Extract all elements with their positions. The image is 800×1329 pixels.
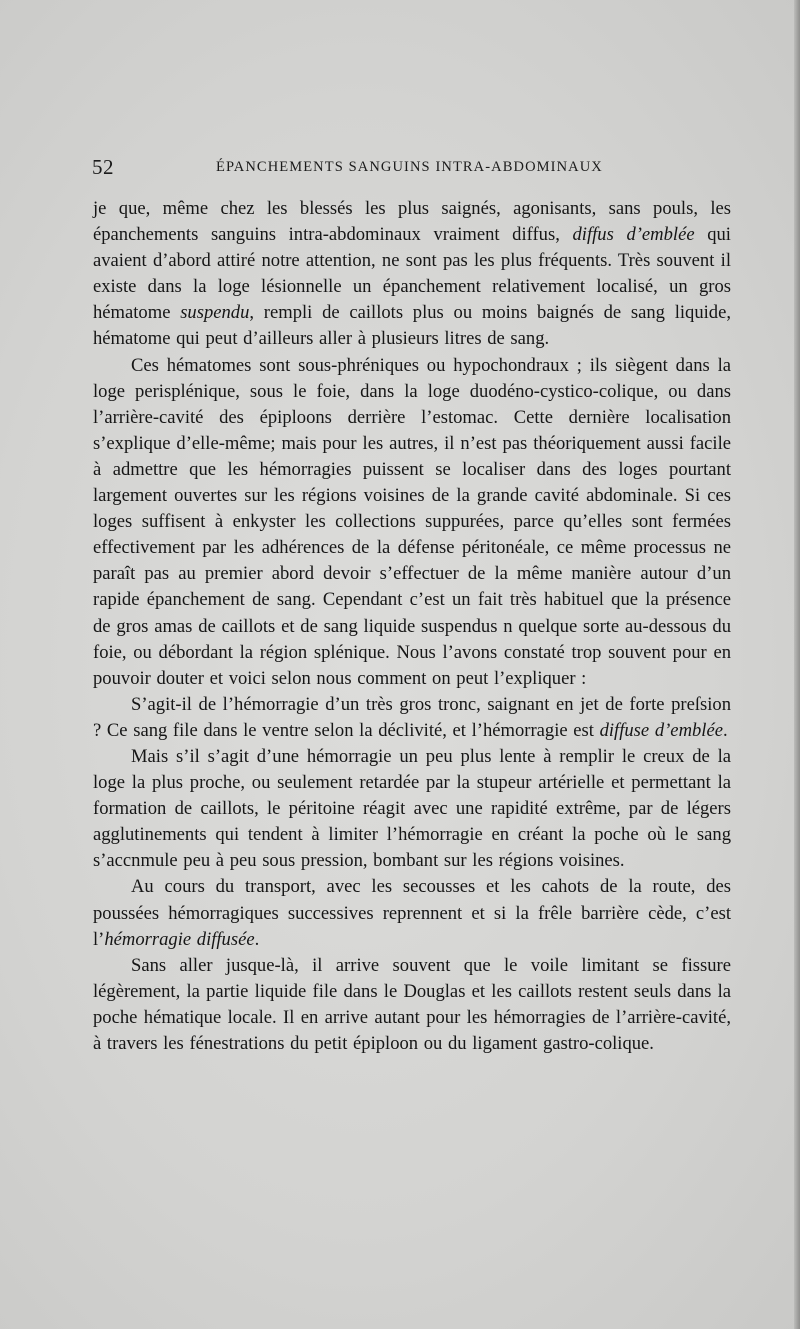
paragraph-5-text-a: Au cours du transport, avec les secousses et les cahots de la route, des poussées hémorragiques successives reprennent et si la frêle barrière cède, c’est l’ — [93, 876, 731, 950]
page-number: 52 — [92, 155, 114, 179]
paragraph-5-italic: hémorragie diffusée — [104, 928, 255, 950]
paragraph-3-italic: diffuse d’emblée — [599, 719, 723, 741]
running-title: ÉPANCHEMENTS SANGUINS INTRA-ABDOMINAUX — [216, 159, 603, 175]
paragraph-5 — [93, 874, 731, 952]
page-edge-shadow — [794, 0, 800, 1329]
paragraph-1-text-b: qui avaient d’abord attiré notre attention, ne sont pas les plus fréquents. Très souvent il existe dans la loge lésionnelle un épanchement relativement localisé, un gros hématome — [93, 224, 731, 324]
paragraph-3 — [93, 692, 731, 744]
paragraph-1-text-c: , rempli de caillots plus ou moins baignés de sang liquide, hématome qui peut d’ailleurs aller à plusieurs litres de sang. — [93, 302, 731, 350]
running-header — [92, 155, 732, 183]
paragraph-3-text-b: . — [722, 719, 728, 741]
paragraph-1-italic-b: suspendu — [180, 302, 250, 324]
paragraph-6: Sans aller jusque-là, il arrive souvent que le voile limitant se fissure légèrement, la partie liquide file dans le Douglas et les caillots restent seuls dans la poche hématique locale. Il en arrive autant pour les hémorragies de l’arrière-cavité, à travers les fénestrations du petit épiploon ou du ligament gastro-colique. — [93, 954, 731, 1054]
paragraph-1 — [93, 196, 731, 353]
paragraph-2: Ces hématomes sont sous-phréniques ou hypochondraux ; ils siègent dans la loge perisplénique, sous le foie, dans la loge duodéno-cystico-colique, ou dans l’arrière-cavité des épiploons derrière l’estomac. Cette dernière localisation s’explique d’elle-même; mais pour les autres, il n’est pas théoriquement aussi facile à admettre que les hémorragies puissent se localiser dans des loges pourtant largement ouvertes sur les régions voisines de la grande cavité abdominale. Si ces loges suffisent à enkyster les collections suppurées, parce qu’elles sont fermées effectivement par les adhérences de la défense péritonéale, ce même processus ne paraît pas au premier abord devoir s’effectuer de la même manière autour d’un rapide épanchement de sang. Cependant c’est un fait très habituel que la présence de gros amas de caillots et de sang liquide suspendus n quelque sorte au-dessous du foie, ou débordant la région splénique. Nous l’avons constaté trop souvent pour en pouvoir douter et voici selon nous comment on peut l’expliquer : — [93, 354, 731, 689]
paragraph-1-italic-a: diffus d’emblée — [572, 224, 695, 246]
body-text — [93, 196, 731, 1057]
paragraph-1-text-a: je que, même chez les blessés les plus saignés, agonisants, sans pouls, les épanchements sanguins intra-abdominaux vraiment diffus, — [93, 198, 731, 246]
paragraph-4: Mais s’il s’agit d’une hémorragie un peu plus lente à remplir le creux de la loge la plus proche, ou seulement retardée par la stupeur artérielle et permettant la formation de caillots, le péritoine réagit avec une rapidité extrême, par de légers agglutinements qui tendent à limiter l’hémorragie en créant la poche où le sang s’accnmule peu à peu sous pression, bombant sur les régions voisines. — [93, 745, 731, 872]
paragraph-3-text-a: S’agit-il de l’hémorragie d’un très gros tronc, saignant en jet de forte preſsion ? Ce sang file dans le ventre selon la déclivité, et l’hémorragie est — [93, 693, 731, 741]
paragraph-5-text-b: . — [254, 928, 260, 950]
